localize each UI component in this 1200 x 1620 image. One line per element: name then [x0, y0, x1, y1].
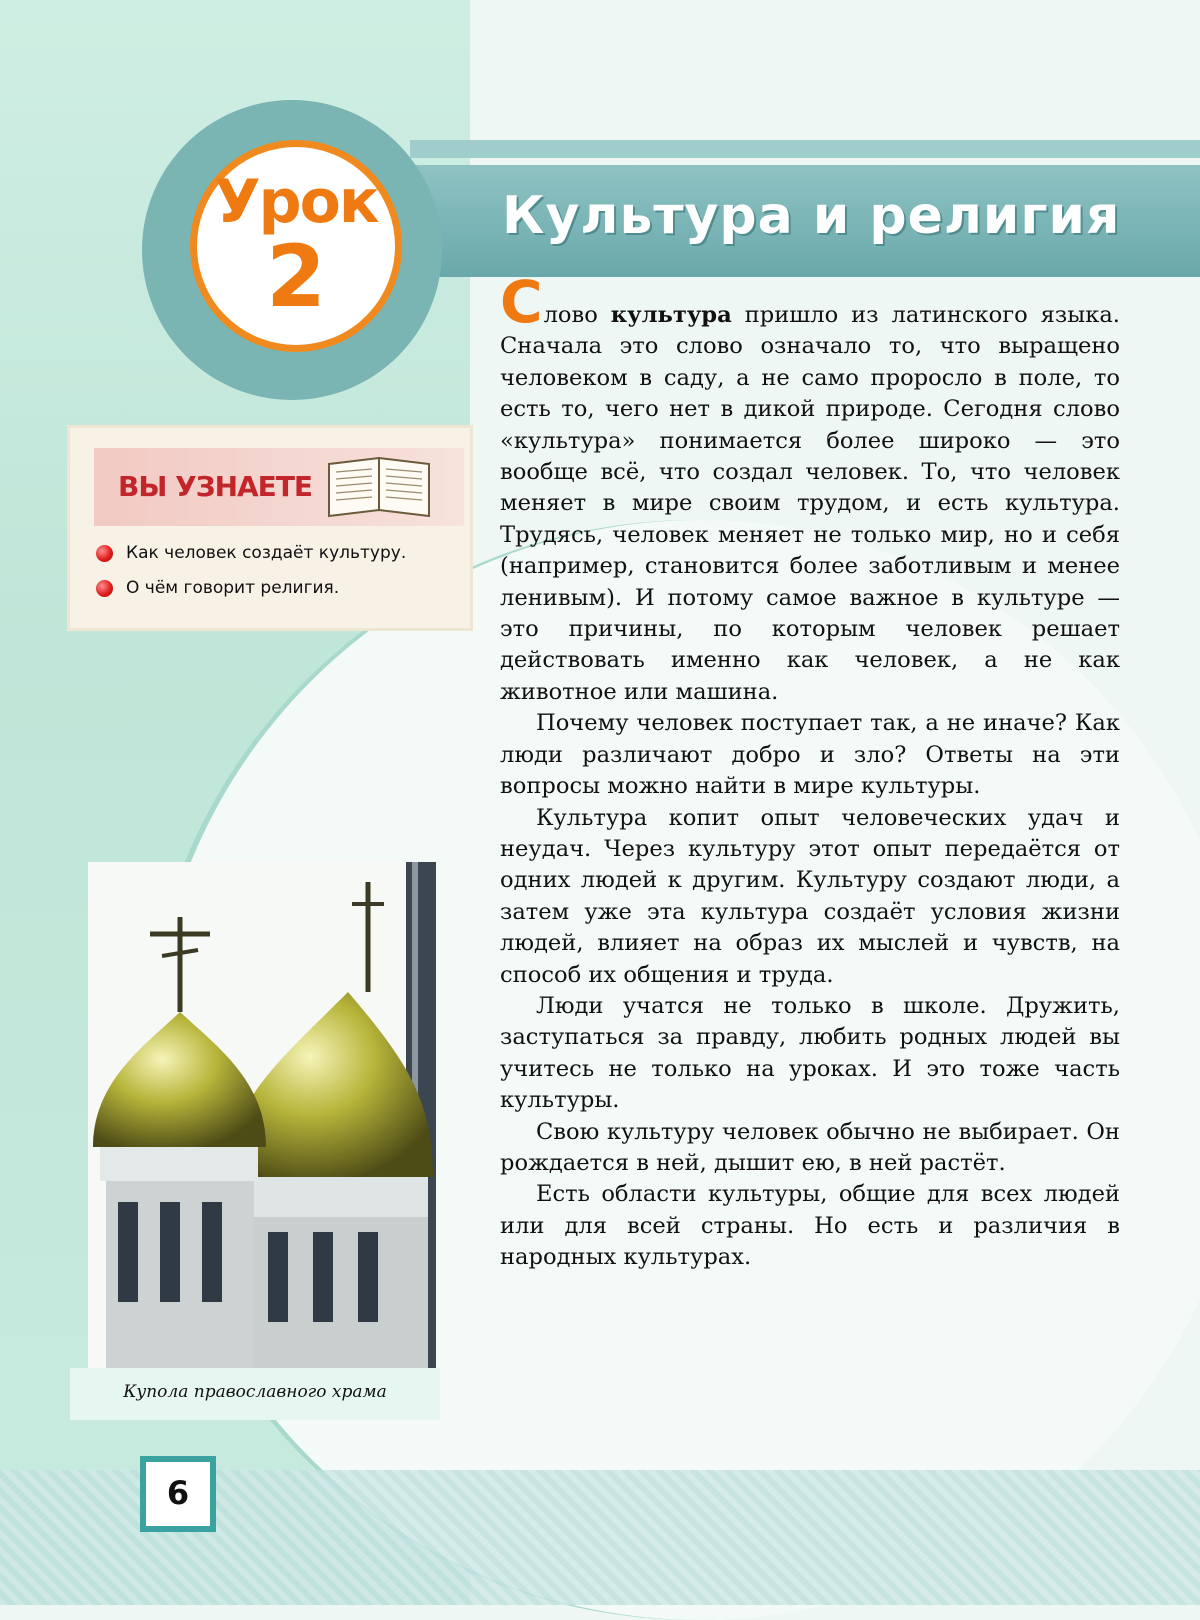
paragraph: Люди учатся не только в школе. Дружить, заступаться за правду, любить родных людей вы учитесь не только на уроках. И это тоже часть культуры.: [500, 992, 1120, 1114]
learn-list: [94, 538, 406, 608]
paragraph-rest: пришло из латинского языка. Сначала это слово означало то, что выращено человеком в саду, а не само проросло в поле, то есть то, чего нет в дикой природе. Сегодня слово «культура» понимается более широко — это вообще всё, что создал человек. То, что человек меняет в мире своим трудом, и есть культура. Трудясь, человек меняет не только мир, но и себя (например, становится более заботливым и менее ленивым). И потому самое важное в культуре — это причины, по которым человек решает действовать именно как человек, а не как животное или машина.: [500, 302, 1120, 705]
lesson-word: Урок: [214, 167, 378, 237]
page-number: 6: [166, 1474, 190, 1512]
photo-caption: Купола православного храма: [123, 1382, 387, 1402]
body-text: [500, 268, 1120, 1274]
paragraph: Почему человек поступает так, а не иначе? Как люди различают добро и зло? Ответы на эти вопросы можно найти в мире культуры.: [500, 710, 1120, 800]
church-domes-photo: [88, 862, 436, 1368]
page-number-box: [140, 1456, 216, 1532]
learn-box: [70, 428, 470, 628]
header-thin-band: [410, 140, 1200, 158]
bold-term: культура: [610, 302, 732, 328]
bullet-icon: [96, 580, 113, 597]
lesson-badge: [190, 140, 402, 352]
learn-item-text: О чём говорит религия.: [126, 578, 340, 598]
bullet-icon: [96, 545, 113, 562]
page-title: Культура и религия: [502, 186, 1121, 246]
lesson-number: 2: [266, 227, 326, 327]
caption-bar: [70, 1368, 440, 1420]
paragraph: [500, 268, 1120, 708]
open-book-icon: [324, 452, 434, 522]
paragraph: Есть области культуры, общие для всех людей или для всей страны. Но есть и различия в народных культурах.: [500, 1181, 1120, 1271]
paragraph: Культура копит опыт человеческих удач и неудач. Через культуру этот опыт передаётся от одних людей к другим. Культуру создают люди, а затем уже эта культура создаёт условия жизни людей, влияет на образ их мыслей и чувств, на способ их общения и труда.: [500, 804, 1120, 988]
church-domes-image: [88, 862, 436, 1368]
learn-box-header: [94, 448, 464, 526]
paragraph: Свою культуру человек обычно не выбирает. Он рождается в ней, дышит ею, в ней растёт.: [500, 1118, 1120, 1176]
drop-cap: С: [500, 268, 543, 336]
paragraph-start: лово: [543, 302, 611, 328]
learn-list-item: [94, 538, 406, 573]
learn-box-title: ВЫ УЗНАЕТЕ: [118, 470, 313, 503]
learn-item-text: Как человек создаёт культуру.: [126, 543, 407, 563]
learn-list-item: [94, 573, 406, 608]
